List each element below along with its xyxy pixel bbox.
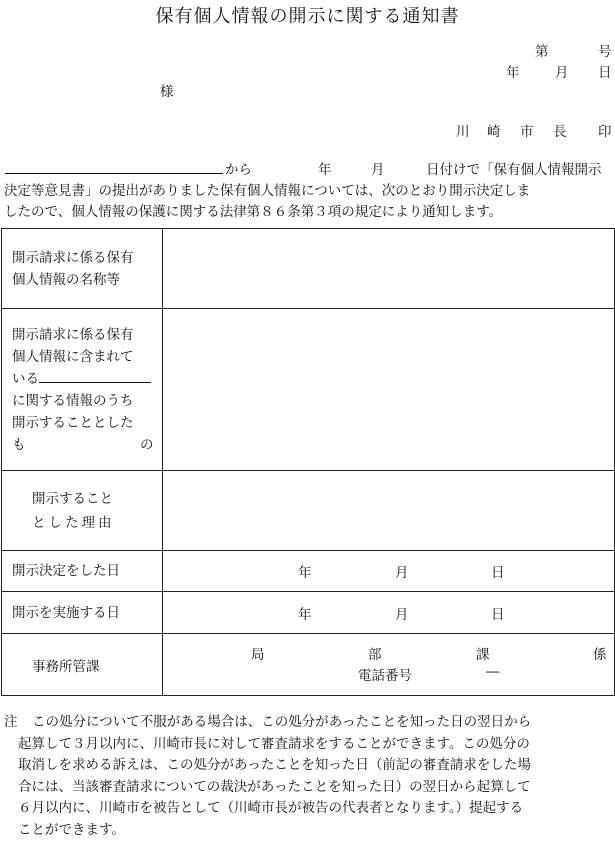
date-month: 月	[395, 603, 409, 623]
body-line1-rest: 日付けで「保有個人情報開示	[426, 158, 602, 178]
value-disclosed-info	[163, 309, 615, 471]
issuer-seal: 印	[598, 120, 612, 140]
label-line: 開示すること	[32, 487, 162, 511]
body-kara: から	[225, 158, 252, 178]
label-implementation-date: 開示を実施する日	[2, 592, 163, 634]
label-reason	[2, 471, 163, 551]
issuer-char-3: 市	[520, 120, 534, 140]
date-month: 月	[395, 561, 409, 581]
body-year: 年	[318, 158, 332, 178]
note-prefix: 注	[4, 712, 18, 734]
label-line: 個人情報の名称等	[12, 269, 162, 291]
issuer-char-2: 崎	[487, 120, 501, 140]
table-row	[2, 229, 615, 309]
phone-label: 電話番号	[358, 664, 412, 684]
category-blank-line	[39, 368, 151, 383]
label-office: 事務所管課	[2, 634, 163, 696]
value-reason	[163, 471, 615, 551]
label-line: いる	[12, 368, 162, 390]
body-month: 月	[371, 158, 385, 178]
label-line: も の	[12, 434, 162, 456]
table-row	[2, 634, 615, 696]
label-info-name	[2, 229, 163, 309]
table-row	[2, 592, 615, 634]
note-line: 合には、当該審査請求についての裁決があったことを知った日）の翌日から起算して	[4, 777, 614, 799]
label-disclosed-info	[2, 309, 163, 471]
office-department: 部	[368, 643, 382, 663]
office-unit: 係	[593, 643, 607, 663]
office-bureau: 局	[251, 643, 265, 663]
date-month-label: 月	[555, 61, 569, 81]
label-line: 開示することとした	[12, 412, 162, 434]
requester-blank-line	[5, 173, 223, 174]
disclosure-table	[1, 228, 615, 696]
date-year: 年	[298, 603, 312, 623]
document-title: 保有個人情報の開示に関する通知書	[0, 2, 615, 28]
note-line: 起算して３月以内に、川崎市長に対して審査請求をすることができます。この処分の	[4, 734, 614, 756]
date-day-label: 日	[598, 61, 612, 81]
addressee-suffix: 様	[160, 80, 174, 100]
value-info-name	[163, 229, 615, 309]
issuer-char-1: 川	[456, 120, 470, 140]
label-line: 個人情報に含まれて	[12, 346, 162, 368]
note-line: ６月以内に、川崎市を被告として（川崎市長が被告の代表者となります。）提起する	[4, 798, 614, 820]
body-line-2: 決定等意見書」の提出がありました保有個人情報については、次のとおり開示決定しま	[4, 179, 530, 199]
value-implementation-date	[163, 592, 615, 634]
table-row	[2, 471, 615, 551]
date-day: 日	[491, 561, 505, 581]
label-line: に関する情報のうち	[12, 390, 162, 412]
date-day: 日	[491, 603, 505, 623]
date-year-label: 年	[506, 61, 520, 81]
date-year: 年	[298, 561, 312, 581]
phone-dash: ―	[486, 664, 500, 680]
note-line: この処分について不服がある場合は、この処分があったことを知った日の翌日から	[4, 712, 614, 734]
note-line: 取消しを求める訴えは、この処分があったことを知った日（前記の審査請求をした場	[4, 755, 614, 777]
label-decision-date: 開示決定をした日	[2, 551, 163, 592]
note-line: ことができます。	[4, 820, 614, 841]
label-line: 開示請求に係る保有	[12, 324, 162, 346]
doc-number-dai: 第	[535, 40, 549, 60]
issuer-char-4: 長	[553, 120, 567, 140]
table-row	[2, 309, 615, 471]
appeal-note	[4, 712, 614, 841]
doc-number-go: 号	[598, 40, 612, 60]
table-row	[2, 551, 615, 592]
body-line-3: したので、個人情報の保護に関する法律第８６条第３項の規定により通知します。	[4, 200, 502, 220]
value-office	[163, 634, 615, 696]
value-decision-date	[163, 551, 615, 592]
label-line: とした理由	[32, 511, 162, 535]
label-line: 開示請求に係る保有	[12, 247, 162, 269]
office-section: 課	[476, 643, 490, 663]
